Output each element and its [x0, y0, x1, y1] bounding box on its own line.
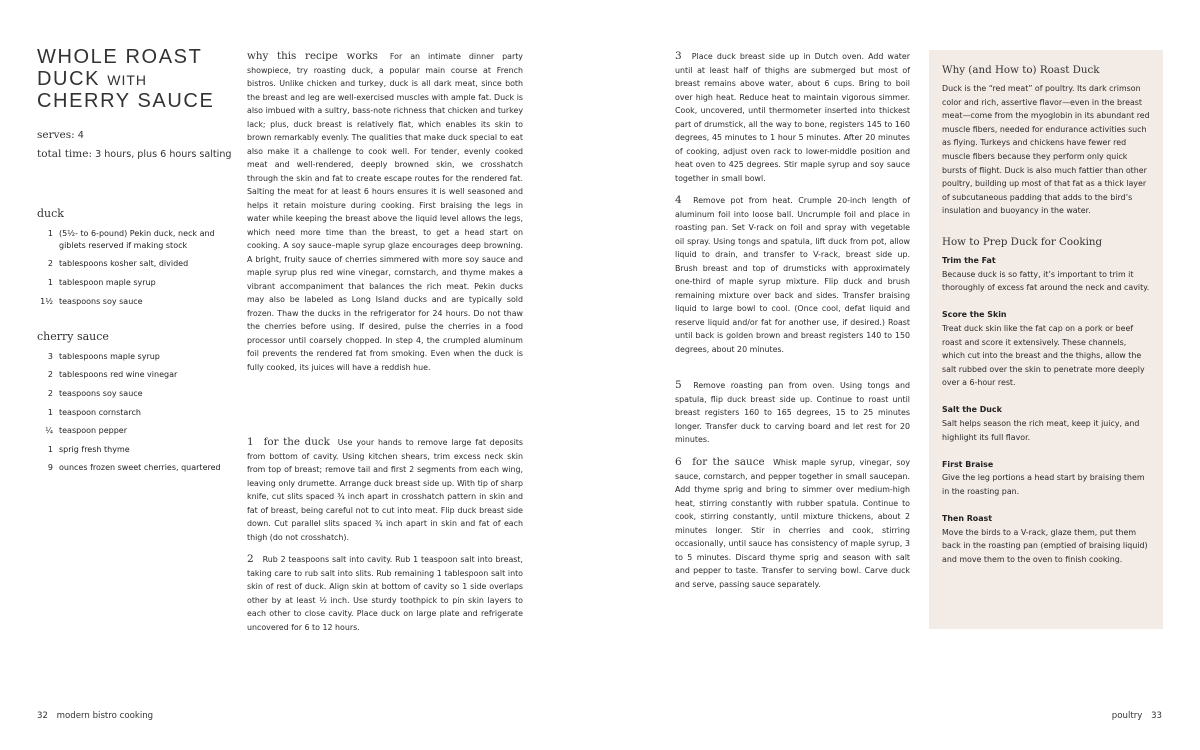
step-lead: for the duck: [263, 436, 330, 448]
footer-right: [1106, 711, 1162, 721]
ingredient-item: [37, 258, 237, 270]
sidebar-tip-title: Then Roast: [942, 514, 993, 524]
ingredient-item: [37, 296, 237, 308]
time-line: [37, 148, 237, 161]
ingredient-item: [37, 462, 237, 474]
ingredient-quantity: 1: [47, 444, 53, 454]
duck-ingredients-heading: duck: [37, 206, 64, 220]
ingredient-quantity: 1: [47, 407, 53, 417]
ingredient-text: teaspoon pepper: [59, 426, 127, 436]
step-4: [675, 194, 910, 356]
ingredient-quantity: 1: [47, 228, 53, 238]
step-number: 6: [675, 456, 682, 468]
sauce-ingredients-heading: cherry sauce: [37, 329, 109, 343]
serves-line: [37, 129, 237, 142]
title-line-1: WHOLE ROAST: [37, 46, 203, 68]
ingredient-quantity: 2: [47, 370, 53, 380]
ingredient-item: [37, 407, 237, 419]
ingredient-quantity: 9: [47, 463, 53, 473]
sidebar-tip-title: First Braise: [942, 459, 994, 469]
ingredient-item: [37, 228, 237, 253]
page-number-left: 32: [37, 711, 48, 721]
why-text: For an intimate dinner party showpiece, try roasting duck, a popular main course at French bistros. Unlike chicken and turkey, duck is all dark meat, since both the breast and leg are well-exercised muscles with ample fat. Duck is also imbued with a sultry, bass-note richness that chicken and turkey lack; plus, duck breast is relatively flat, which enables its skin to brown remarkably evenly. The qualities that make duck special to eat also make it a challenge to cook well. For tender, evenly cooked meat and well-rendered, deeply browned skin, we crosshatch through the skin and fat to create escape routes for the rendered fat. Salting the meat for at least 6 hours ensures it is well seasoned and helps it retain moisture during cooking. First braising the legs in water while keeping the breast above the liquid level allows the legs, which need more time than the breast, to get a head start on cooking. A soy sauce–maple syrup glaze encourages deep browning. A bright, fruity sauce of cherries simmered with more soy sauce and maple syrup plus red wine vinegar, cornstarch, and thyme makes a vibrant accompaniment that balances the rich meat. Pekin ducks may also be labeled as Long Island ducks and are typically sold frozen. Thaw the ducks in the refrigerator for 24 hours. Do not thaw the cherries before using. If desired, pulse the cherries in a food processor until coarsely chopped. In step 4, the crumpled aluminum foil prevents the rendered fat from smoking. Even when the duck is fully cooked, its juices will have a reddish hue.: [247, 52, 523, 372]
ingredient-text: tablespoons red wine vinegar: [59, 370, 178, 380]
ingredient-text: ounces frozen sweet cherries, quartered: [59, 463, 221, 473]
sidebar-tip: [942, 308, 1150, 390]
step-number: 4: [675, 194, 682, 206]
sidebar-tip-title: Trim the Fat: [942, 255, 996, 265]
chapter-title: poultry: [1111, 711, 1143, 721]
duck-ingredient-list: [37, 228, 237, 308]
serves-label: serves:: [37, 128, 75, 141]
step-text: Remove pot from heat. Crumple 20-inch length of aluminum foil into loose ball. Uncrumple foil and place in roasting pan. Set V-rack on foil and spray with vegetable oil spray. Using tongs and spatula, lift duck from pot, allow liquid to drain, and transfer to V-rack, breast side up. Brush breast and top of drumsticks with approximately one-third of maple syrup mixture. Flip duck and brush remaining mixture over back and sides. Transfer braising liquid to large bowl to cool. (Once cool, defat liquid and reserve liquid and/or fat for another use, if desired.) Roast until back is golden brown and breast registers 140 to 150 degrees, about 20 minutes.: [675, 196, 910, 354]
title-line-2a: DUCK: [37, 67, 101, 90]
sidebar-tip-title: Score the Skin: [942, 310, 1007, 320]
step-6: [675, 456, 910, 591]
time-label: total time:: [37, 147, 93, 160]
recipe-meta: [37, 129, 237, 161]
ingredient-item: [37, 388, 237, 400]
step-number: 5: [675, 379, 682, 391]
serves-value: 4: [77, 129, 84, 141]
recipe-header-column: [37, 47, 237, 481]
sidebar-heading-prep: How to Prep Duck for Cooking: [942, 235, 1103, 248]
sidebar-tips: [942, 254, 1150, 567]
sidebar-intro: Duck is the “red meat” of poultry. Its dark crimson color and rich, assertive flavor—even in the breast meat—come from the myoglobin in its abundant red muscle fibers, needed for endurance activities such as flying. Turkeys and chickens have fewer red muscle fibers because they perform only quick bursts of flight. Duck is also much fattier than other poultry, building up most of that fat as a thick layer of subcutaneous padding that adds to the bird’s insulation and buoyancy in the water.: [942, 84, 1150, 216]
ingredient-quantity: ¼: [45, 426, 53, 436]
ingredient-text: tablespoons maple syrup: [59, 351, 160, 361]
sauce-ingredient-list: [37, 351, 237, 475]
duck-info-sidebar: [929, 50, 1163, 629]
sidebar-tip: [942, 458, 1150, 499]
why-lead: why this recipe works: [247, 50, 378, 62]
step-1: [247, 436, 523, 544]
sidebar-tip-title: Salt the Duck: [942, 405, 1002, 415]
step-text: Use your hands to remove large fat deposits from bottom of cavity. Using kitchen shears, trim excess neck skin from top of breast; remove tail and first 2 segments from each wing, leaving only drumette. Arrange duck breast side up. With tip of sharp knife, cut slits spaced ¾ inch apart in crosshatch pattern in skin and fat of breast, being careful not to cut into meat. Flip duck breast side down. Cut parallel slits spaced ¾ inch apart in skin and fat of each thigh (do not crosshatch).: [247, 438, 524, 542]
why-this-recipe-works: [247, 50, 523, 374]
step-5: [675, 379, 910, 447]
title-line-3: CHERRY SAUCE: [37, 90, 215, 112]
sidebar-tip-text: Give the leg portions a head start by braising them in the roasting pan.: [942, 473, 1145, 497]
sidebar-tip: [942, 403, 1150, 444]
ingredient-item: [37, 444, 237, 456]
ingredient-text: tablespoons kosher salt, divided: [59, 259, 189, 269]
book-title: modern bistro cooking: [56, 711, 154, 721]
step-2: [247, 553, 523, 634]
sidebar-tip-text: Because duck is so fatty, it’s important to trim it thoroughly of excess fat around the neck and cavity.: [942, 269, 1150, 293]
ingredient-quantity: 2: [47, 259, 53, 269]
step-text: Rub 2 teaspoons salt into cavity. Rub 1 teaspoon salt into breast, taking care to rub salt into slits. Rub remaining 1 tablespoon salt into skin of rest of duck. Align skin at bottom of cavity so 1 side overlaps other by at least ½ inch. Use sturdy toothpick to pin skin layers to each other to close cavity. Place duck on large plate and refrigerate uncovered for 6 to 12 hours.: [247, 555, 523, 632]
ingredient-text: teaspoons soy sauce: [59, 389, 143, 399]
ingredient-text: teaspoon cornstarch: [59, 407, 141, 417]
ingredient-text: sprig fresh thyme: [59, 444, 130, 454]
step-number: 3: [675, 50, 682, 62]
sidebar-tip: [942, 254, 1150, 295]
ingredient-item: [37, 369, 237, 381]
step-lead: for the sauce: [692, 456, 765, 468]
step-text: Whisk maple syrup, vinegar, soy sauce, cornstarch, and pepper together in small saucepan. Add thyme sprig and bring to simmer over medium-high heat, stirring constantly with rubber spatula. Continue to cook, stirring constantly, until mixture thickens, about 2 minutes longer. Stir in cherries and cook, stirring occasionally, until sauce has consistency of maple syrup, 3 to 5 minutes. Discard thyme sprig and season with salt and pepper to taste. Transfer to serving bowl. Carve duck and serve, passing sauce separately.: [675, 458, 910, 589]
footer-left: [37, 711, 159, 721]
ingredient-quantity: 3: [47, 351, 53, 361]
sidebar-tip-text: Treat duck skin like the fat cap on a pork or beef roast and score it extensively. These channels, which cut into the breast and the thighs, allow the salt rubbed over the skin to penetrate more deeply over a 6-hour rest.: [942, 323, 1145, 388]
sidebar-tip-text: Salt helps season the rich meat, keep it juicy, and highlight its full flavor.: [942, 419, 1140, 442]
recipe-title: [37, 47, 237, 113]
ingredient-quantity: 2: [47, 389, 53, 399]
sidebar-tip-text: Move the birds to a V-rack, glaze them, put them back in the roasting pan (emptied of braising liquid) and move them to the oven to finish cooking.: [942, 527, 1148, 564]
step-number: 2: [247, 553, 254, 565]
time-value: 3 hours, plus 6 hours salting: [95, 148, 232, 160]
ingredient-text: tablespoon maple syrup: [59, 277, 156, 287]
step-text: Remove roasting pan from oven. Using tongs and spatula, flip duck breast side up. Continue to roast until breast registers 160 to 165 degrees, 15 to 25 minutes longer. Transfer duck to carving board and let rest for 20 minutes.: [675, 381, 910, 444]
title-line-2b: WITH: [107, 71, 148, 88]
step-number: 1: [247, 436, 254, 448]
ingredient-text: teaspoons soy sauce: [59, 296, 143, 306]
page-number-right: 33: [1151, 711, 1162, 721]
ingredient-item: [37, 351, 237, 363]
sidebar-heading-why: Why (and How to) Roast Duck: [942, 64, 1100, 76]
step-3: [675, 50, 910, 185]
ingredient-text: (5½- to 6-pound) Pekin duck, neck and giblets reserved if making stock: [59, 228, 215, 250]
step-text: Place duck breast side up in Dutch oven. Add water until at least half of thighs are submerged but most of breast remains above water, about 6 cups. Bring to boil over high heat. Reduce heat to maintain vigorous simmer. Cook, uncovered, until thermometer inserted into thickest part of drumstick, all the way to bone, registers 145 to 160 degrees, 45 minutes to 1 hour 5 minutes. After 20 minutes of cooking, adjust oven rack to lower-middle position and heat oven to 425 degrees. Stir maple syrup and soy sauce together in small bowl.: [675, 52, 910, 183]
ingredient-item: [37, 277, 237, 289]
ingredient-item: [37, 425, 237, 437]
sidebar-tip: [942, 512, 1150, 566]
ingredient-quantity: 1½: [40, 296, 53, 306]
ingredient-quantity: 1: [47, 277, 53, 287]
